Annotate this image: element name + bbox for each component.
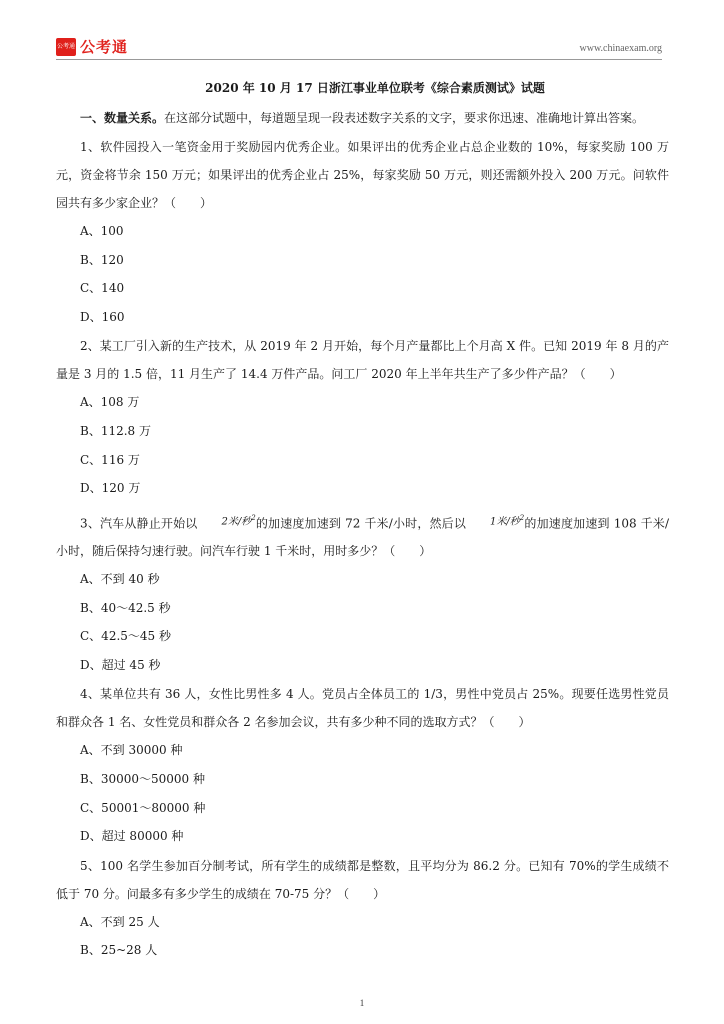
q3-acceleration-unit-2: 1米/秒$^2$ (490, 513, 525, 528)
option-4d: D、超过 80000 种 (80, 829, 184, 844)
option-5a: A、不到 25 人 (80, 914, 160, 929)
q3-text-part-2: 的加速度加速到 72 千米/小时，然后以 (255, 516, 467, 531)
q3-text-part-1: 3、汽车从静止开始以 (80, 516, 198, 531)
option-2a: A、108 万 (80, 395, 140, 410)
section-heading: 一、数量关系。 (80, 111, 165, 125)
option-5b: B、25~28 人 (80, 943, 158, 958)
site-url[interactable]: www.chinaexam.org (579, 43, 662, 54)
logo-text: 公考通 (80, 38, 129, 56)
option-4b: B、30000～50000 种 (80, 772, 205, 787)
page-number: 1 (359, 998, 365, 1008)
q3-acceleration-unit-1: 2米/秒$^2$ (221, 513, 256, 528)
q3-text-part-3: 的加速度加速到 108 千米/小时，随后保持匀速行驶。问汽车行驶 1 千米时，用时多少？（ ） (56, 516, 669, 559)
brand-logo[interactable] (56, 36, 128, 57)
logo-badge: 公考通 (56, 38, 76, 56)
document-title: 2020 年 10 月 17 日浙江事业单位联考《综合素质测试》试题 (205, 81, 545, 95)
option-3b: B、40～42.5 秒 (80, 600, 171, 615)
page-header (56, 34, 662, 58)
section-instruction: 在这部分试题中，每道题呈现一段表述数字关系的文字，要求你迅速、准确地计算出答案。 (164, 111, 645, 125)
question-1: 1、软件园投入一笔资金用于奖励园内优秀企业。如果评出的优秀企业占总企业数的 10%，每家奖励 100 万元，资金将节余 150 万元；如果评出的优秀企业占 25%，每家奖励 50 万元，则还需额外投入 200 万元。问软件园共有多少家企业？（ ） (56, 140, 669, 210)
header-divider (56, 59, 662, 60)
question-3 (56, 504, 669, 565)
option-3c: C、42.5～45 秒 (80, 629, 171, 644)
question-5: 5、100 名学生参加百分制考试，所有学生的成绩都是整数，且平均分为 86.2 分。已知有 70%的学生成绩不低于 70 分。问最多有多少学生的成绩在 70-75 分？（ ） (56, 858, 669, 901)
option-3a: A、不到 40 秒 (80, 572, 160, 587)
option-1a: A、100 (80, 224, 124, 238)
option-2b: B、112.8 万 (80, 423, 151, 438)
option-1b: B、120 (80, 252, 124, 267)
section-intro (56, 104, 669, 132)
question-2: 2、某工厂引入新的生产技术，从 2019 年 2 月开始，每个月产量都比上个月高 X 件。已知 2019 年 8 月的产量是 3 月的 1.5 倍，11 月生产了 14.4 万件产品。问工厂 2020 年上半年共生产了多少件产品？（ ） (56, 339, 669, 382)
option-1c: C、140 (80, 281, 125, 296)
question-4: 4、某单位共有 36 人，女性比男性多 4 人。党员占全体员工的 1/3，男性中党员占 25%。现要任选男性党员和群众各 1 名、女性党员和群众各 2 名参加会议，共有多少种不同的选取方式？（ ） (56, 687, 669, 730)
option-2c: C、116 万 (80, 452, 140, 467)
option-2d: D、120 万 (80, 481, 141, 496)
option-1d: D、160 (80, 309, 125, 324)
option-3d: D、超过 45 秒 (80, 657, 161, 672)
option-4a: A、不到 30000 种 (80, 743, 183, 758)
document-body (56, 80, 669, 965)
option-4c: C、50001～80000 种 (80, 800, 206, 815)
